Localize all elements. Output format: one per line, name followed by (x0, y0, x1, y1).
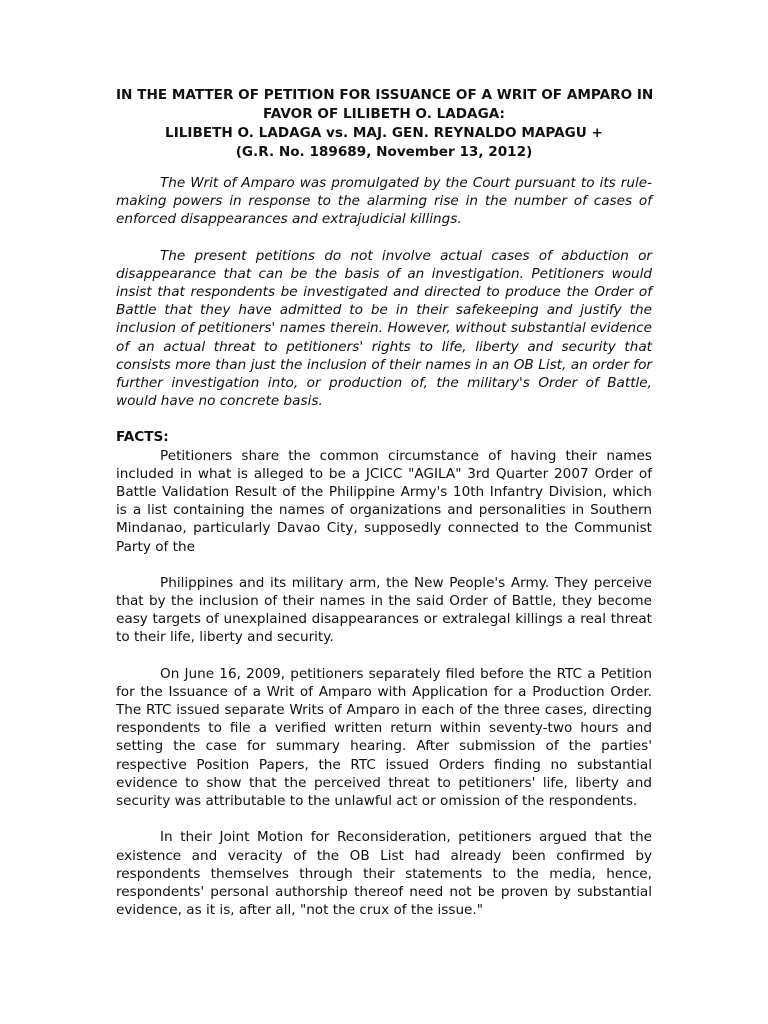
document-page (116, 86, 652, 937)
facts-heading: FACTS: (116, 429, 169, 446)
facts-paragraph-1: Petitioners share the common circumstance of having their names included in what is alleged to be a JCICC "AGILA" 3rd Quarter 2007 Order of Battle Validation Result of the Philippine Army's 10th Infantry Division, which is a list containing the names of organizations and personalities in Southern Mindanao, particularly Davao City, supposedly connected to the Communist Party of the (116, 447, 652, 555)
intro-paragraph-2: The present petitions do not involve actual cases of abduction or disappearance that can be the basis of an investigation. Petitioners would insist that respondents be investigated and directed to produce the Order of Battle that they have admitted to be in their safekeeping and justify the inclusion of petitioners' names therein. However, without substantial evidence of an actual threat to petitioners' rights to life, liberty and security that consists more than just the inclusion of their names in an OB List, an order for further investigation into, or production of, the military's Order of Battle, would have no concrete basis. (116, 247, 652, 410)
facts-paragraph-3: On June 16, 2009, petitioners separately filed before the RTC a Petition for the Issuance of a Writ of Amparo with Application for a Production Order. The RTC issued separate Writs of Amparo in each of the three cases, directing respondents to file a verified written return within seventy-two hours and setting the case for summary hearing. After submission of the parties' respective Position Papers, the RTC issued Orders finding no substantial evidence to show that the perceived threat to petitioners' life, liberty and security was attributable to the unlawful act or omission of the respondents. (116, 665, 652, 810)
title-line-4: (G.R. No. 189689, November 13, 2012) (235, 144, 533, 160)
title-line-1: IN THE MATTER OF PETITION FOR ISSUANCE OF A WRIT OF AMPARO IN (116, 87, 654, 103)
title-line-2: FAVOR OF LILIBETH O. LADAGA: (263, 106, 505, 122)
title-line-3: LILIBETH O. LADAGA vs. MAJ. GEN. REYNALDO MAPAGU + (165, 125, 603, 141)
facts-paragraph-4: In their Joint Motion for Reconsideration, petitioners argued that the existence and veracity of the OB List had already been confirmed by respondents themselves through their statements to the media, hence, respondents' personal authorship thereof need not be proven by substantial evidence, as it is, after all, "not the crux of the issue." (116, 829, 652, 919)
intro-paragraph-1: The Writ of Amparo was promulgated by the Court pursuant to its rule-making powers in response to the alarming rise in the number of cases of enforced disappearances and extrajudicial killings. (116, 175, 652, 228)
case-title (116, 86, 652, 162)
facts-paragraph-2: Philippines and its military arm, the New People's Army. They perceive that by the inclusion of their names in the said Order of Battle, they become easy targets of unexplained disappearances or extralegal killings a real threat to their life, liberty and security. (116, 574, 652, 646)
